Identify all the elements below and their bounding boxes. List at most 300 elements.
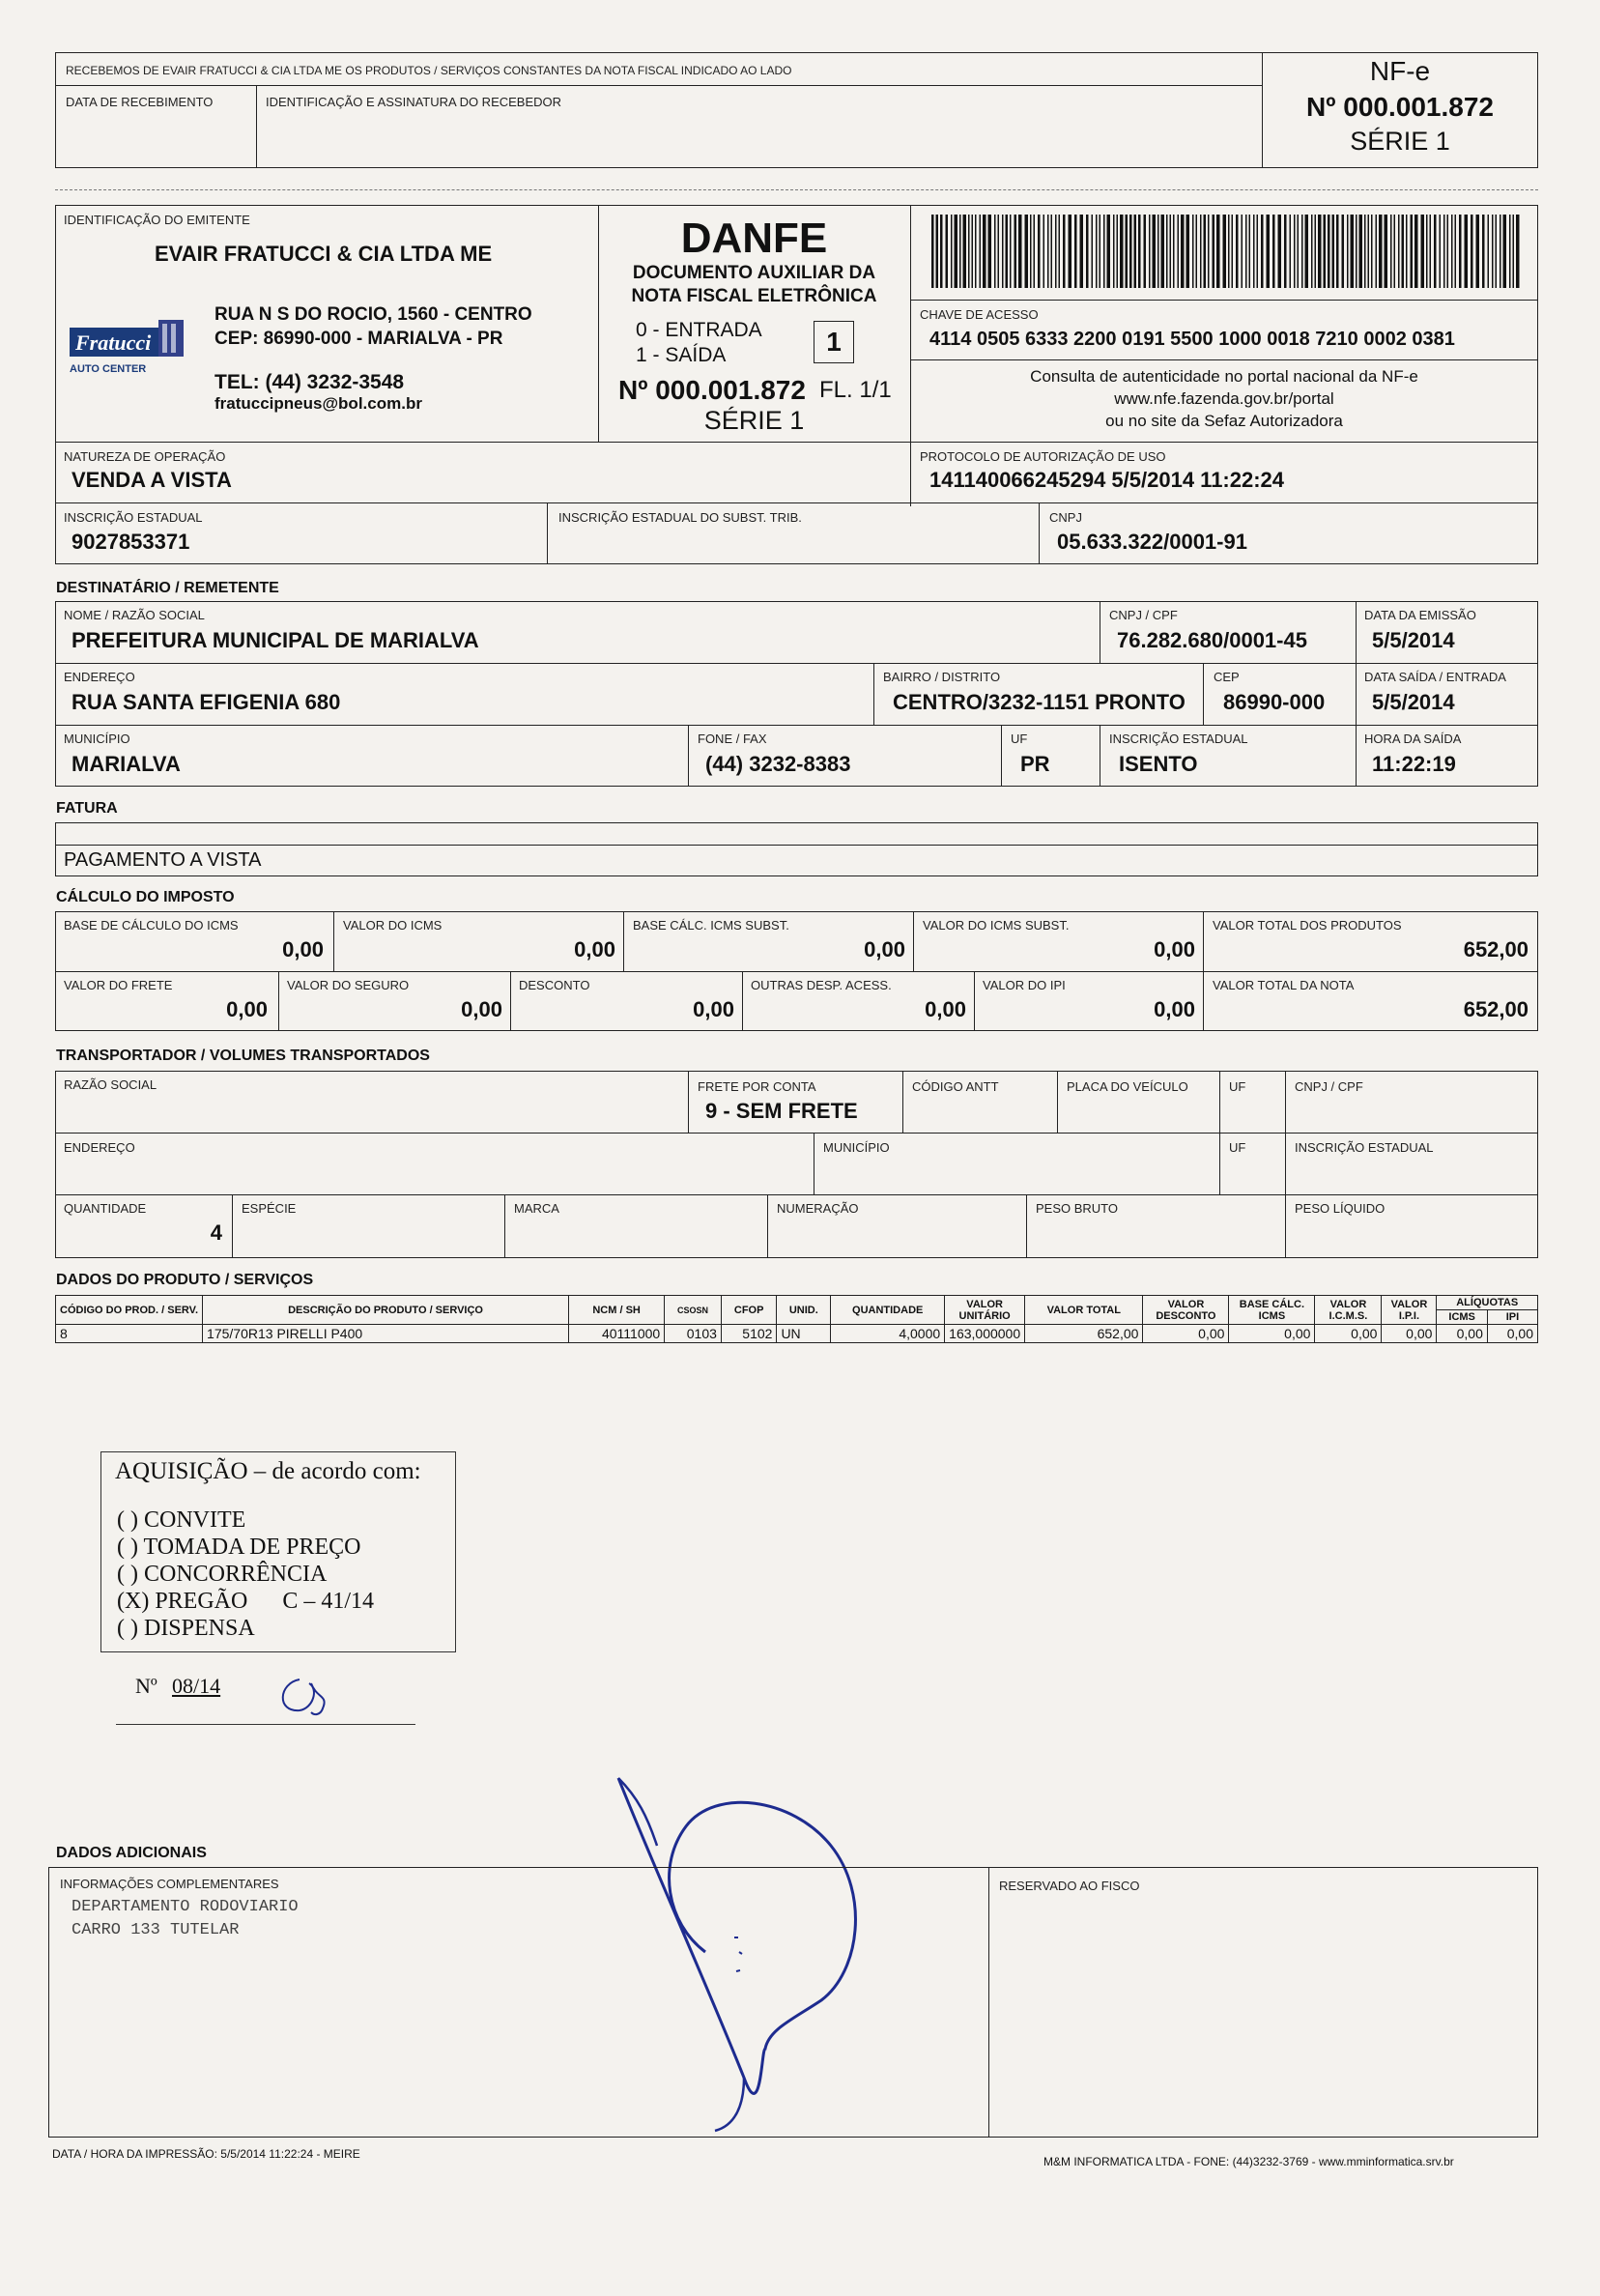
barcode-bar	[1455, 215, 1457, 288]
transp-ie-label: INSCRIÇÃO ESTADUAL	[1295, 1140, 1434, 1155]
data-recebimento-label: DATA DE RECEBIMENTO	[66, 95, 214, 109]
imp-base-st-value: 0,00	[864, 937, 905, 961]
dest-bairro-label: BAIRRO / DISTRITO	[883, 670, 1001, 684]
barcode-bar	[1129, 215, 1132, 288]
barcode-bar	[1414, 215, 1418, 288]
dest-row-line1	[55, 663, 1538, 664]
barcode-bar	[1236, 215, 1239, 288]
svg-text:AUTO CENTER: AUTO CENTER	[70, 363, 147, 375]
th-cfop: CFOP	[721, 1296, 777, 1325]
danfe-title: DANFE	[680, 215, 828, 262]
transp-frete-value: 9 - SEM FRETE	[705, 1099, 858, 1123]
th-unid: UNID.	[777, 1296, 831, 1325]
danfe-serie: SÉRIE 1	[703, 406, 805, 435]
dest-cnpj-label: CNPJ / CPF	[1109, 608, 1178, 622]
imp-base-icms-value: 0,00	[282, 937, 324, 961]
barcode-bar	[1315, 215, 1317, 288]
transp-v1	[688, 1071, 689, 1133]
barcode-bar	[1117, 215, 1119, 288]
barcode-bar	[1204, 215, 1207, 288]
adicionais-section: DADOS ADICIONAIS	[56, 1845, 207, 1861]
barcode-bar	[1126, 215, 1129, 288]
transp-uf2-label: UF	[1229, 1140, 1246, 1155]
transp-v10	[1026, 1194, 1027, 1258]
ie-value: 9027853371	[71, 530, 190, 554]
dest-bairro: CENTRO/3232-1151 PRONTO	[893, 690, 1186, 714]
cell-codigo: 8	[56, 1325, 203, 1343]
natureza-top-line	[55, 442, 1538, 443]
canhoto-vdivider2	[256, 85, 257, 168]
emitente-name: EVAIR FRATUCCI & CIA LTDA ME	[155, 242, 493, 266]
transp-especie-label: ESPÉCIE	[242, 1201, 297, 1216]
barcode-graphic	[929, 215, 1521, 288]
barcode-bar	[1459, 215, 1462, 288]
barcode-bar	[1385, 215, 1388, 288]
imp-frete-value: 0,00	[226, 997, 268, 1021]
imp-total-nota-value: 652,00	[1463, 997, 1529, 1021]
barcode-bar	[1324, 215, 1327, 288]
emitente-phone: TEL: (44) 3232-3548	[214, 371, 405, 393]
th-valor-desconto: VALOR DESCONTO	[1143, 1296, 1229, 1325]
info-complementares-label: INFORMAÇÕES COMPLEMENTARES	[60, 1877, 279, 1891]
emitente-section-label: IDENTIFICAÇÃO DO EMITENTE	[64, 213, 250, 227]
imp-frete-label: VALOR DO FRETE	[64, 978, 173, 992]
footer-print-info: DATA / HORA DA IMPRESSÃO: 5/5/2014 11:22:24 - MEIRE	[52, 2147, 360, 2161]
barcode-bar	[994, 215, 996, 288]
barcode-bar	[1043, 215, 1045, 288]
cnpj-emitente-value: 05.633.322/0001-91	[1057, 530, 1247, 554]
barcode-bar	[1149, 215, 1151, 288]
transp-line1	[55, 1133, 1538, 1134]
th-descricao: DESCRIÇÃO DO PRODUTO / SERVIÇO	[203, 1296, 569, 1325]
danfe-saida: 1 - SAÍDA	[636, 344, 727, 366]
reservado-fisco-label: RESERVADO AO FISCO	[999, 1879, 1140, 1893]
transp-municipio-label: MUNICÍPIO	[823, 1140, 890, 1155]
danfe-folha: FL. 1/1	[819, 377, 892, 403]
barcode-bar	[1208, 215, 1210, 288]
dest-ie: ISENTO	[1119, 752, 1198, 776]
barcode-bar	[959, 215, 961, 288]
stamp-line-pregao: (X) PREGÃO C – 41/14	[117, 1589, 375, 1614]
barcode-bar	[1371, 215, 1373, 288]
dest-emissao-label: DATA DA EMISSÃO	[1364, 608, 1476, 622]
barcode-bar	[1398, 215, 1400, 288]
barcode-bar	[1245, 215, 1247, 288]
barcode-bar	[1406, 215, 1408, 288]
barcode-bar	[951, 215, 953, 288]
barcode-bar	[1278, 215, 1282, 288]
imp-valor-st-value: 0,00	[1154, 937, 1195, 961]
imp-outras-label: OUTRAS DESP. ACESS.	[751, 978, 892, 992]
transp-numeracao-label: NUMERAÇÃO	[777, 1201, 859, 1216]
barcode-bar	[1153, 215, 1157, 288]
barcode-bar	[1318, 215, 1322, 288]
adicionais-divider	[988, 1867, 989, 2138]
barcode-bar	[1284, 215, 1287, 288]
cell-unid: UN	[777, 1325, 831, 1343]
dest-v5	[688, 725, 689, 787]
barcode-bar	[1261, 215, 1264, 288]
dest-endereco-label: ENDEREÇO	[64, 670, 135, 684]
transp-placa-label: PLACA DO VEÍCULO	[1067, 1079, 1188, 1094]
barcode-bar	[1290, 215, 1292, 288]
stamp-title: AQUISIÇÃO – de acordo com:	[115, 1458, 421, 1484]
barcode-bar	[1257, 215, 1259, 288]
barcode-bar	[1113, 215, 1115, 288]
barcode-bar	[1488, 215, 1490, 288]
chave-divider	[910, 359, 1538, 360]
imp-total-produtos-label: VALOR TOTAL DOS PRODUTOS	[1213, 918, 1402, 933]
barcode-bar	[1492, 215, 1494, 288]
barcode-bar	[980, 215, 982, 288]
barcode-bar	[1014, 215, 1017, 288]
barcode-bar	[1181, 215, 1185, 288]
barcode-bar	[1267, 215, 1271, 288]
barcode-bar	[955, 215, 958, 288]
barcode-bar	[1196, 215, 1198, 288]
barcode-bar	[1138, 215, 1141, 288]
barcode-bar	[983, 215, 986, 288]
cell-base-icms: 0,00	[1229, 1325, 1315, 1343]
barcode-bar	[931, 215, 934, 288]
barcode-bar	[1010, 215, 1012, 288]
imp-seguro-value: 0,00	[461, 997, 502, 1021]
barcode-bar	[1509, 215, 1511, 288]
barcode-bar	[1170, 215, 1172, 288]
canhoto-serie: SÉRIE 1	[1350, 127, 1450, 156]
barcode-bar	[1157, 215, 1159, 288]
dest-ie-label: INSCRIÇÃO ESTADUAL	[1109, 732, 1248, 746]
barcode-bar	[946, 215, 949, 288]
barcode-bar	[1376, 215, 1378, 288]
chave-consulta3: ou no site da Sefaz Autorizadora	[1105, 412, 1343, 430]
barcode-divider	[910, 300, 1538, 301]
barcode-bar	[1301, 215, 1303, 288]
cell-valor-unitario: 163,000000	[945, 1325, 1025, 1343]
produtos-table	[55, 1295, 1538, 1343]
danfe-subtitle2: NOTA FISCAL ELETRÔNICA	[631, 286, 877, 306]
transp-line2	[55, 1194, 1538, 1195]
cell-aliq-icms: 0,00	[1437, 1325, 1487, 1343]
transp-peso-liquido-label: PESO LÍQUIDO	[1295, 1201, 1386, 1216]
barcode-bar	[1018, 215, 1022, 288]
transp-uf-label: UF	[1229, 1079, 1246, 1094]
cnpj-divider	[1039, 502, 1040, 564]
barcode-bar	[1178, 215, 1180, 288]
transp-v5	[1285, 1071, 1286, 1258]
transp-v2	[902, 1071, 903, 1133]
transp-frete-label: FRETE POR CONTA	[698, 1079, 816, 1094]
transp-antt-label: CÓDIGO ANTT	[912, 1079, 999, 1094]
dest-v2	[1356, 601, 1357, 787]
protocolo-value: 141140066245294 5/5/2014 11:22:24	[929, 468, 1285, 492]
barcode-bar	[1086, 215, 1089, 288]
barcode-bar	[1034, 215, 1036, 288]
barcode-bar	[963, 215, 967, 288]
dest-endereco: RUA SANTA EFIGENIA 680	[71, 690, 341, 714]
barcode-bar	[1294, 215, 1296, 288]
imp-base-icms-label: BASE DE CÁLCULO DO ICMS	[64, 918, 239, 933]
imp-valor-icms-label: VALOR DO ICMS	[343, 918, 443, 933]
barcode-bar	[1364, 215, 1366, 288]
barcode-bar	[1047, 215, 1049, 288]
cell-valor-ipi: 0,00	[1382, 1325, 1437, 1343]
barcode-bar	[1059, 215, 1061, 288]
fatura-value: PAGAMENTO A VISTA	[64, 849, 262, 871]
imp-valor-icms-value: 0,00	[574, 937, 615, 961]
barcode-bar	[1232, 215, 1234, 288]
transp-endereco-label: ENDEREÇO	[64, 1140, 135, 1155]
barcode-bar	[1055, 215, 1057, 288]
produtos-header-row	[56, 1296, 1538, 1310]
th-base-icms: BASE CÁLC. ICMS	[1229, 1296, 1315, 1325]
dest-fone: (44) 3232-8383	[705, 752, 851, 776]
barcode-bar	[1080, 215, 1084, 288]
info-line2: CARRO 133 TUTELAR	[71, 1921, 240, 1939]
emitente-address1: RUA N S DO ROCIO, 1560 - CENTRO	[214, 304, 532, 325]
barcode-bar	[1368, 215, 1370, 288]
transp-peso-bruto-label: PESO BRUTO	[1036, 1201, 1119, 1216]
barcode-bar	[1411, 215, 1414, 288]
natureza-label: NATUREZA DE OPERAÇÃO	[64, 449, 226, 464]
barcode-bar	[998, 215, 1000, 288]
cell-ncm: 40111000	[569, 1325, 665, 1343]
barcode-bar	[1447, 215, 1449, 288]
barcode-bar	[1443, 215, 1445, 288]
danfe-numero: Nº 000.001.872	[618, 375, 806, 405]
barcode-bar	[1482, 215, 1485, 288]
cell-valor-icms: 0,00	[1315, 1325, 1382, 1343]
stamp-signature-line	[116, 1724, 415, 1725]
barcode-bar	[1249, 215, 1251, 288]
barcode-bar	[1430, 215, 1432, 288]
transp-v7	[232, 1194, 233, 1258]
th-codigo: CÓDIGO DO PROD. / SERV.	[56, 1296, 203, 1325]
transp-razao-label: RAZÃO SOCIAL	[64, 1077, 157, 1092]
chave-value: 4114 0505 6333 2200 0191 5500 1000 0018 7210 0002 0381	[929, 329, 1455, 350]
barcode-bar	[1242, 215, 1243, 288]
barcode-bar	[1100, 215, 1101, 288]
cut-line	[55, 189, 1538, 190]
destinatario-section: DESTINATÁRIO / REMETENTE	[56, 580, 279, 596]
imposto-section: CÁLCULO DO IMPOSTO	[56, 889, 235, 905]
barcode-bar	[1516, 215, 1520, 288]
barcode-bar	[1513, 215, 1515, 288]
barcode-bar	[1465, 215, 1469, 288]
imp-desconto-label: DESCONTO	[519, 978, 590, 992]
imp-seguro-label: VALOR DO SEGURO	[287, 978, 410, 992]
th-valor-ipi: VALOR I.P.I.	[1382, 1296, 1437, 1325]
dest-municipio: MARIALVA	[71, 752, 181, 776]
dest-saida: 5/5/2014	[1372, 690, 1455, 714]
imp-total-produtos-value: 652,00	[1463, 937, 1529, 961]
barcode-bar	[1440, 215, 1442, 288]
transp-quantidade-value: 4	[210, 1220, 222, 1245]
canhoto-recebemos-text: RECEBEMOS DE EVAIR FRATUCCI & CIA LTDA ME OS PRODUTOS / SERVIÇOS CONSTANTES DA NOTA FISCAL INDICADO AO LADO	[66, 64, 792, 77]
barcode-bar	[1223, 215, 1227, 288]
cell-valor-total: 652,00	[1025, 1325, 1143, 1343]
barcode-bar	[1216, 215, 1220, 288]
barcode-bar	[1311, 215, 1313, 288]
barcode-bar	[1253, 215, 1255, 288]
barcode-bar	[1030, 215, 1032, 288]
cell-cfop: 5102	[721, 1325, 777, 1343]
aquisicao-stamp	[100, 1451, 456, 1652]
dest-hora: 11:22:19	[1372, 752, 1456, 776]
barcode-bar	[1342, 215, 1345, 288]
barcode-bar	[1305, 215, 1309, 288]
barcode-bar	[1426, 215, 1428, 288]
barcode-bar	[1025, 215, 1029, 288]
stamp-numero-value: 08/14	[172, 1674, 221, 1698]
imp-ipi-label: VALOR DO IPI	[983, 978, 1066, 992]
th-quantidade: QUANTIDADE	[831, 1296, 945, 1325]
dest-fone-label: FONE / FAX	[698, 732, 767, 746]
emitente-logo	[68, 314, 203, 380]
info-line1: DEPARTAMENTO RODOVIARIO	[71, 1898, 299, 1916]
imp-outras-value: 0,00	[925, 997, 966, 1021]
th-aliq-ipi: IPI	[1487, 1310, 1537, 1325]
transp-marca-label: MARCA	[514, 1201, 559, 1216]
barcode-bar	[1336, 215, 1339, 288]
imp-ipi-value: 0,00	[1154, 997, 1195, 1021]
canhoto-divider	[55, 85, 1263, 86]
th-csosn: CSOSN	[665, 1296, 722, 1325]
fatura-box	[55, 822, 1538, 876]
th-valor-total: VALOR TOTAL	[1025, 1296, 1143, 1325]
barcode-bar	[1421, 215, 1425, 288]
transp-v8	[504, 1194, 505, 1258]
stamp-line-concorrencia: ( ) CONCORRÊNCIA	[117, 1562, 328, 1587]
dest-hora-label: HORA DA SAÍDA	[1364, 732, 1462, 746]
barcode-bar	[1402, 215, 1405, 288]
table-row	[56, 1325, 1538, 1343]
dest-v4	[1203, 663, 1204, 725]
barcode-bar	[975, 215, 977, 288]
barcode-bar	[1213, 215, 1215, 288]
footer-software-info: M&M INFORMATICA LTDA - FONE: (44)3232-3769 - www.mminformatica.srv.br	[1043, 2155, 1454, 2168]
barcode-bar	[1063, 215, 1066, 288]
barcode-bar	[1272, 215, 1275, 288]
protocolo-label: PROTOCOLO DE AUTORIZAÇÃO DE USO	[920, 449, 1166, 464]
logo-graphic	[68, 314, 203, 380]
inscricao-top-line	[55, 502, 1538, 503]
produtos-section: DADOS DO PRODUTO / SERVIÇOS	[56, 1272, 314, 1288]
barcode-bar	[1144, 215, 1147, 288]
transp-v3	[1057, 1071, 1058, 1133]
barcode-bar	[1096, 215, 1098, 288]
dest-uf-label: UF	[1011, 732, 1028, 746]
barcode-bar	[1356, 215, 1357, 288]
dest-municipio-label: MUNICÍPIO	[64, 732, 130, 746]
identificacao-recebedor-label: IDENTIFICAÇÃO E ASSINATURA DO RECEBEDOR	[266, 95, 562, 109]
stamp-line-convite: ( ) CONVITE	[117, 1507, 246, 1533]
canhoto-numero: Nº 000.001.872	[1306, 92, 1494, 122]
barcode-bar	[1134, 215, 1137, 288]
barcode-bar	[1002, 215, 1004, 288]
imp-desconto-value: 0,00	[693, 997, 734, 1021]
fatura-line	[55, 845, 1538, 846]
danfe-subtitle1: DOCUMENTO AUXILIAR DA	[632, 263, 876, 283]
transp-cnpj-label: CNPJ / CPF	[1295, 1079, 1363, 1094]
imp-total-nota-label: VALOR TOTAL DA NOTA	[1213, 978, 1355, 992]
barcode-bar	[1038, 215, 1041, 288]
th-ncm: NCM / SH	[569, 1296, 665, 1325]
chave-consulta1: Consulta de autenticidade no portal nacional da NF-e	[1030, 367, 1418, 386]
barcode-bar	[1471, 215, 1473, 288]
dest-v3	[873, 663, 874, 725]
cell-quantidade: 4,0000	[831, 1325, 945, 1343]
barcode-bar	[1359, 215, 1363, 288]
barcode-bar	[1347, 215, 1349, 288]
barcode-bar	[1186, 215, 1190, 288]
ie-divider	[547, 502, 548, 564]
cell-descricao: 175/70R13 PIRELLI P400	[203, 1325, 569, 1343]
barcode-bar	[1192, 215, 1194, 288]
th-valor-icms: VALOR I.C.M.S.	[1315, 1296, 1382, 1325]
barcode-bar	[1434, 215, 1437, 288]
barcode-bar	[940, 215, 943, 288]
cell-aliq-ipi: 0,00	[1487, 1325, 1537, 1343]
th-aliq-icms: ICMS	[1437, 1310, 1487, 1325]
stamp-line-tomada: ( ) TOMADA DE PREÇO	[117, 1535, 361, 1560]
barcode-bar	[972, 215, 974, 288]
barcode-bar	[1451, 215, 1453, 288]
dest-cep: 86990-000	[1223, 690, 1326, 714]
barcode-bar	[1328, 215, 1330, 288]
barcode-bar	[936, 215, 939, 288]
barcode-bar	[1006, 215, 1009, 288]
barcode-bar	[1476, 215, 1480, 288]
barcode-bar	[1379, 215, 1383, 288]
danfe-divider	[910, 205, 911, 506]
ie-st-label: INSCRIÇÃO ESTADUAL DO SUBST. TRIB.	[558, 510, 802, 525]
barcode-bar	[1051, 215, 1053, 288]
barcode-bar	[1173, 215, 1175, 288]
barcode-bar	[1351, 215, 1355, 288]
barcode-bar	[1107, 215, 1111, 288]
dest-nome: PREFEITURA MUNICIPAL DE MARIALVA	[71, 628, 479, 652]
dest-uf: PR	[1020, 752, 1050, 776]
transp-v9	[767, 1194, 768, 1258]
barcode-bar	[1069, 215, 1072, 288]
stamp-line-dispensa: ( ) DISPENSA	[117, 1616, 255, 1641]
nfe-label: NF-e	[1369, 56, 1431, 86]
th-aliquotas: ALÍQUOTAS	[1437, 1296, 1538, 1310]
transp-quantidade-label: QUANTIDADE	[64, 1201, 147, 1216]
cell-valor-desconto: 0,00	[1143, 1325, 1229, 1343]
emitente-email: fratuccipneus@bol.com.br	[214, 394, 422, 413]
transportador-section: TRANSPORTADOR / VOLUMES TRANSPORTADOS	[56, 1048, 430, 1064]
emitente-address2: CEP: 86990-000 - MARIALVA - PR	[214, 329, 503, 349]
barcode-bar	[1120, 215, 1124, 288]
barcode-bar	[1394, 215, 1396, 288]
cnpj-emitente-label: CNPJ	[1049, 510, 1082, 525]
chave-label: CHAVE DE ACESSO	[920, 307, 1039, 322]
ie-label: INSCRIÇÃO ESTADUAL	[64, 510, 203, 525]
svg-text:Fratucci: Fratucci	[75, 330, 152, 355]
barcode-bar	[1166, 215, 1168, 288]
cell-csosn: 0103	[665, 1325, 722, 1343]
barcode-bar	[1092, 215, 1094, 288]
barcode-bar	[1200, 215, 1202, 288]
danfe-entrada: 0 - ENTRADA	[636, 319, 762, 341]
barcode	[929, 215, 1521, 288]
barcode-bar	[988, 215, 992, 288]
stamp-initials-signature	[271, 1670, 348, 1728]
barcode-bar	[1298, 215, 1300, 288]
imp-valor-st-label: VALOR DO ICMS SUBST.	[923, 918, 1070, 933]
